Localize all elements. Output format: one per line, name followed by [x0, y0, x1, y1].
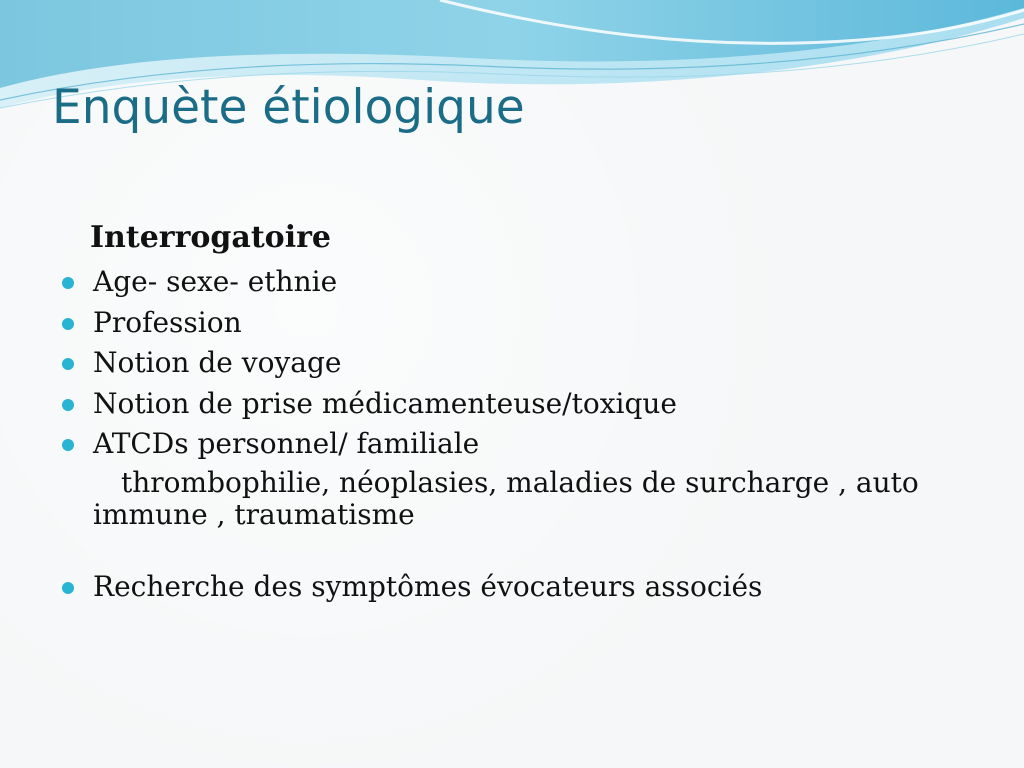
list-item-text: Profession	[93, 305, 242, 339]
list-item	[62, 303, 982, 344]
bullet-dot-icon	[62, 582, 74, 594]
bullet-dot-icon	[62, 277, 74, 289]
history-detail-text: thrombophilie, néoplasies, maladies de surcharge , auto immune , traumatisme	[93, 465, 919, 531]
list-item	[62, 424, 982, 465]
list-item	[62, 343, 982, 384]
spacer	[62, 531, 982, 567]
list-item-text: ATCDs personnel/ familiale	[93, 427, 480, 460]
list-item-text: Notion de prise médicamenteuse/toxique	[93, 386, 677, 420]
slide-title: Enquète étiologique	[52, 80, 525, 135]
slide-body	[62, 218, 982, 607]
bullet-list-secondary	[62, 567, 982, 608]
list-item	[62, 384, 982, 425]
list-item-text: Notion de voyage	[93, 346, 342, 379]
list-item	[62, 567, 982, 608]
bullet-list	[62, 262, 982, 465]
list-item	[62, 262, 982, 303]
bullet-dot-icon	[62, 399, 74, 411]
list-item-text: Recherche des symptômes évocateurs associés	[93, 569, 763, 603]
bullet-dot-icon	[62, 318, 74, 330]
list-item-text: Age- sexe- ethnie	[93, 265, 338, 298]
bullet-dot-icon	[62, 439, 74, 451]
section-subheading: Interrogatoire	[90, 220, 331, 255]
bullet-dot-icon	[62, 358, 74, 370]
